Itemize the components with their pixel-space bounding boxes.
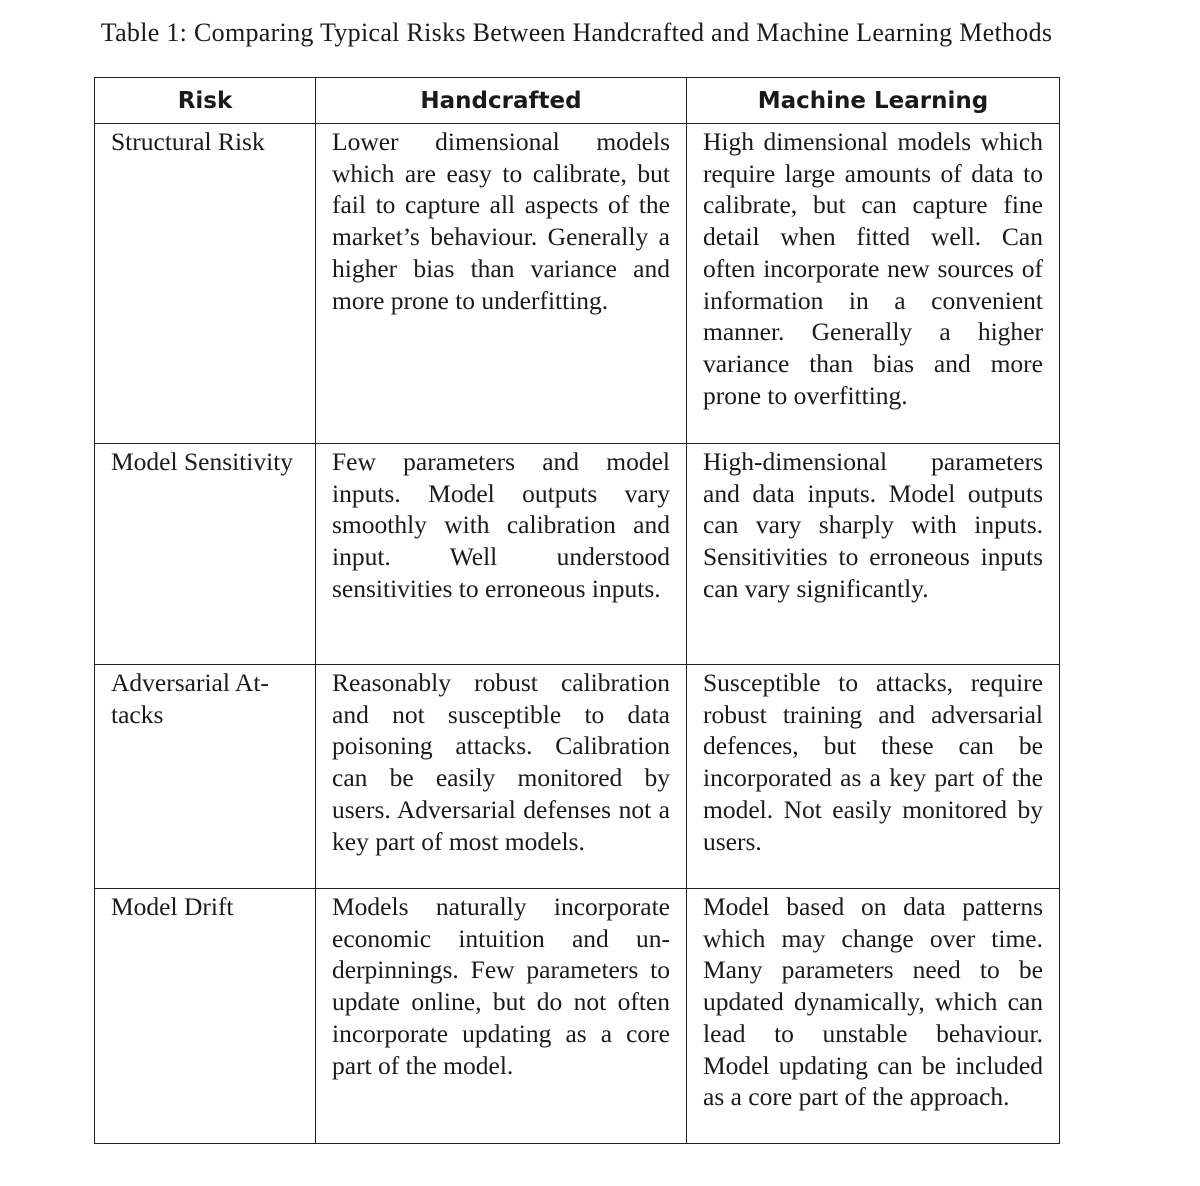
handcrafted-cell: Reasonably robust calibration and not susceptible to data poisoning attacks. Calibration can be easily monitored by users. Adversarial defenses not a key part of most models. (316, 665, 687, 889)
table-row (95, 444, 1060, 665)
risk-name-cell: Adversarial Attacks (95, 665, 316, 889)
table-header-row (95, 78, 1060, 124)
machine-learning-cell: Model based on data patterns which may change over time. Many parameters need to be updated dynamically, which can lead to unstable behaviour. Model updating can be included as a core part of the approach. (687, 889, 1060, 1144)
handcrafted-cell: Few parameters and model inputs. Model outputs vary smoothly with calibration and input. Well understood sensitivities to erroneous inputs. (316, 444, 687, 665)
machine-learning-cell: Susceptible to attacks, require robust training and adversarial defences, but these can be incorporated as a key part of the model. Not easily monitored by users. (687, 665, 1060, 889)
header-machine-learning: Machine Learning (687, 78, 1060, 124)
header-risk: Risk (95, 78, 316, 124)
machine-learning-cell: High-dimensional parameters and data inputs. Model outputs can vary sharply with inputs. Sensitivities to erroneous inputs can vary significantly. (687, 444, 1060, 665)
risk-name-cell: Model Sensitivity (95, 444, 316, 665)
table-row (95, 889, 1060, 1144)
handcrafted-cell: Lower dimensional models which are easy to calibrate, but fail to capture all aspects of the market’s behaviour. Generally a higher bias than variance and more prone to underfitting. (316, 124, 687, 444)
table-caption: Table 1: Comparing Typical Risks Between Handcrafted and Machine Learning Methods (100, 18, 1053, 47)
handcrafted-cell: Models naturally incorporate economic intuition and underpinnings. Few parameters to update online, but do not often incorporate updating as a core part of the model. (316, 889, 687, 1144)
risk-name-cell: Structural Risk (95, 124, 316, 444)
risk-name-cell: Model Drift (95, 889, 316, 1144)
table-row (95, 124, 1060, 444)
table-row (95, 665, 1060, 889)
risk-comparison-table (94, 77, 1060, 1144)
machine-learning-cell: High dimensional models which require large amounts of data to calibrate, but can capture fine detail when fitted well. Can often incorporate new sources of information in a convenient manner. Generally a higher variance than bias and more prone to overfitting. (687, 124, 1060, 444)
header-handcrafted: Handcrafted (316, 78, 687, 124)
